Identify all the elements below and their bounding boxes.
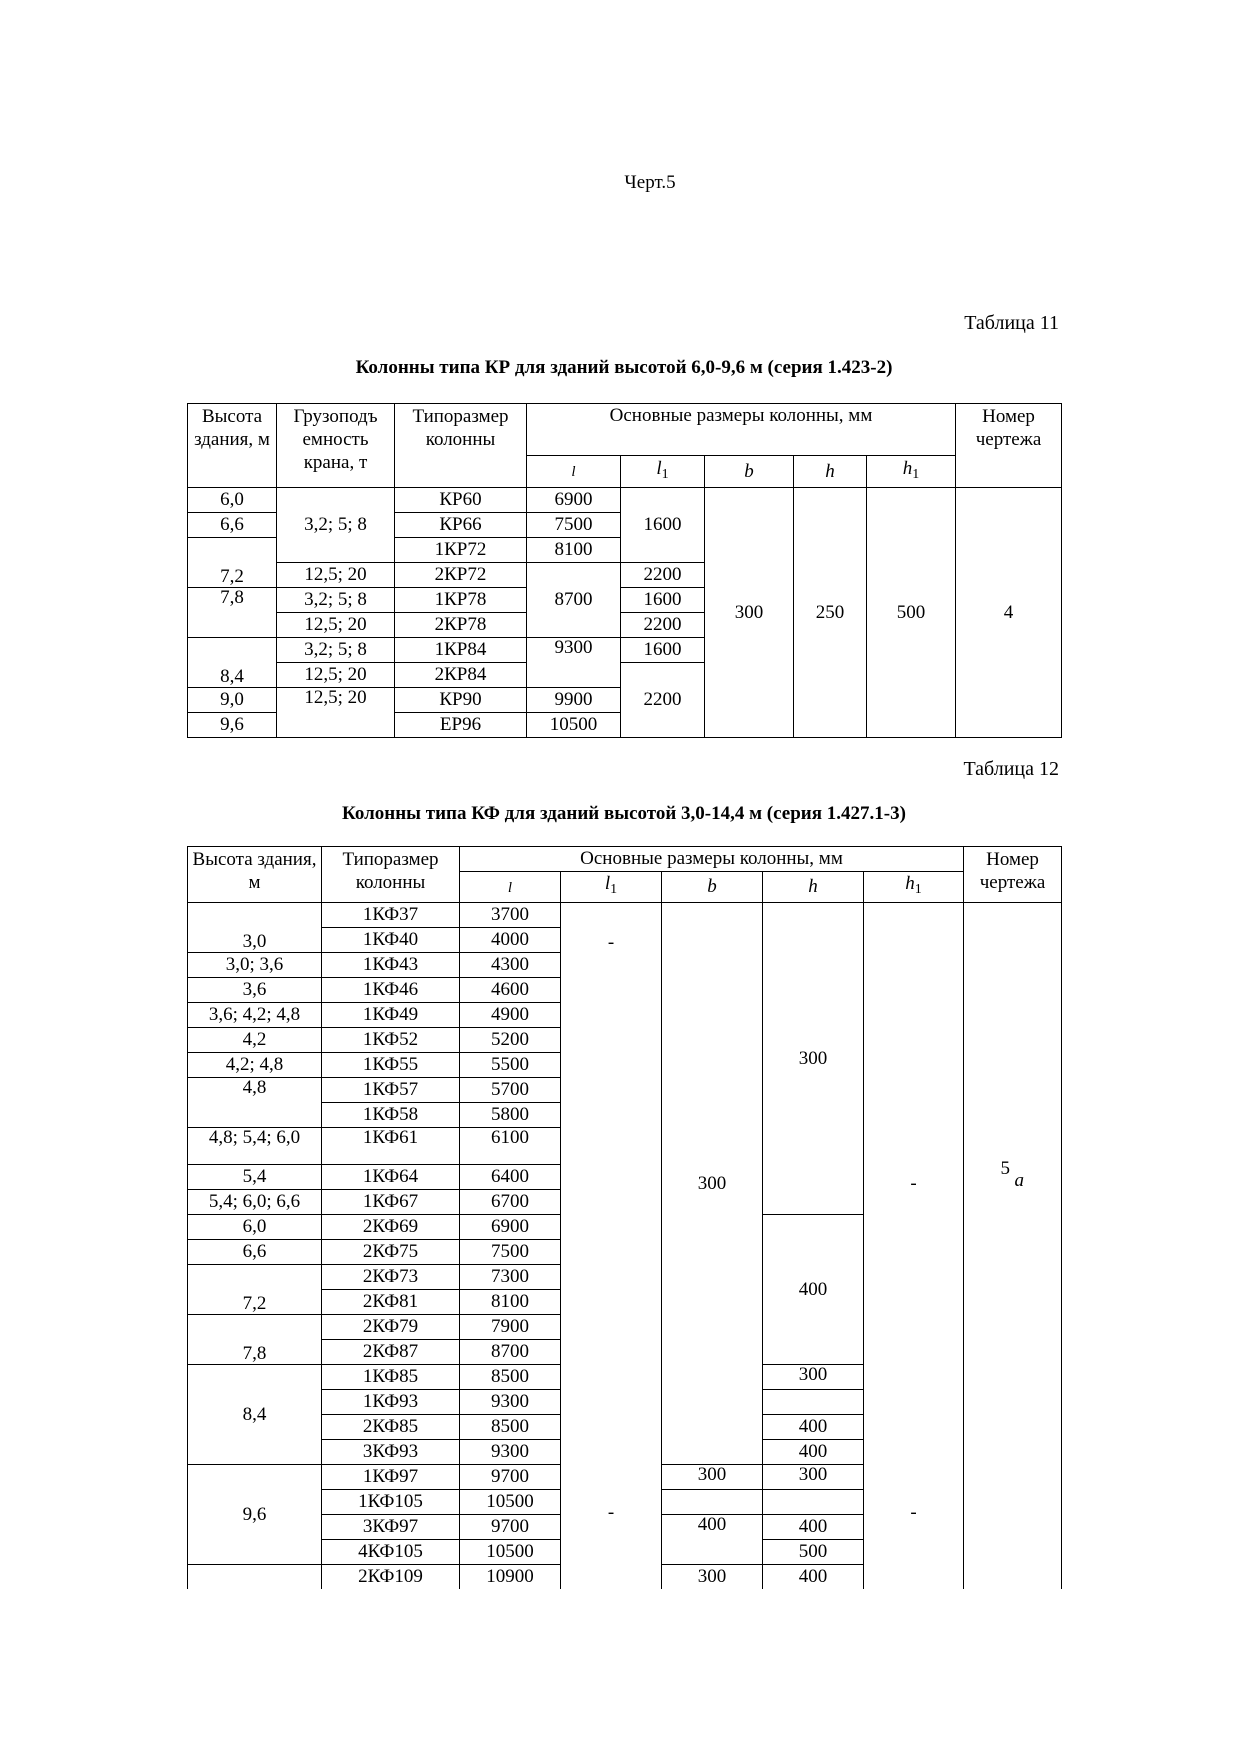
cell-l: 7900 (460, 1315, 561, 1340)
cell-h: 400 (763, 1215, 864, 1365)
cell-l: 7300 (460, 1265, 561, 1290)
cell-capacity: 3,2; 5; 8 (277, 488, 395, 563)
cell-height: 7,2 (188, 538, 277, 588)
cell-type: 3КФ93 (322, 1440, 460, 1465)
cell-l: 8500 (460, 1365, 561, 1390)
cell-l1-empty (561, 1365, 662, 1465)
cell-height: 5,4 (188, 1165, 322, 1190)
header-capacity: Грузоподъ емность крана, т (277, 404, 395, 488)
table-row (188, 903, 1062, 928)
header-l1: $l_1$ (561, 872, 662, 903)
cell-capacity: 12,5; 20 (277, 613, 395, 638)
cell-type: 2КФ73 (322, 1265, 460, 1290)
cell-b: 400 (763, 1440, 864, 1465)
header-b: b (705, 456, 794, 488)
cell-height: 7,8 (188, 588, 277, 638)
cell-type: 1КФ64 (322, 1165, 460, 1190)
header-type: Типоразмер колонны (322, 847, 460, 903)
header-height: Высота здания, м (188, 404, 277, 488)
cell-type: 2КФ69 (322, 1215, 460, 1240)
cell-type: 1КР72 (395, 538, 527, 563)
table-11-label: Таблица 11 (964, 312, 1059, 334)
table-row (188, 1465, 1062, 1490)
cell-l: 6900 (527, 488, 621, 513)
cell-l: 4000 (460, 928, 561, 953)
cell-height: 3,0 (188, 903, 322, 953)
cell-h: 250 (794, 488, 867, 738)
cell-height: 3,0; 3,6 (188, 953, 322, 978)
cell-height: 7,8 (188, 1315, 322, 1365)
cell-b: 300 (705, 488, 794, 738)
cell-b: 300 (662, 903, 763, 1465)
cell-type: 2КФ85 (322, 1415, 460, 1440)
header-l1: $l_1$ (621, 456, 705, 488)
cell-type: КР66 (395, 513, 527, 538)
cell-l: 4300 (460, 953, 561, 978)
header-l: l (527, 456, 621, 488)
cell-l: 3700 (460, 903, 561, 928)
cell-height: 6,0 (188, 1215, 322, 1240)
cell-type: 1КФ46 (322, 978, 460, 1003)
cell-height: 8,4 (188, 638, 277, 688)
cell-height: 4,2 (188, 1028, 322, 1053)
cell-l: 9300 (460, 1440, 561, 1465)
cell-height: 6,6 (188, 513, 277, 538)
cell-h: 400 (763, 1415, 864, 1440)
table-12 (187, 846, 1062, 1589)
table-row (188, 488, 1062, 513)
cell-l: 10500 (527, 713, 621, 738)
header-h1: $h_1$ (864, 872, 964, 903)
cell-h: 300 (763, 1365, 864, 1390)
cell-h: 400 (763, 1515, 864, 1540)
cell-l: 4600 (460, 978, 561, 1003)
cell-h: 500 (763, 1540, 864, 1565)
cell-l: 10500 (460, 1490, 561, 1515)
cell-l: 5700 (460, 1078, 561, 1103)
cell-l: 9300 (460, 1390, 561, 1415)
header-dimensions: Основные размеры колонны, мм (460, 847, 964, 872)
cell-type: 1КФ61 (322, 1128, 460, 1165)
cell-height: 5,4; 6,0; 6,6 (188, 1190, 322, 1215)
cell-h-empty (763, 1390, 864, 1415)
cell-l: 5200 (460, 1028, 561, 1053)
table-11 (187, 403, 1062, 738)
cell-l1: 1600 (621, 488, 705, 563)
cell-type: 3КФ97 (322, 1515, 460, 1540)
cell-type: 2КФ109 (322, 1565, 460, 1590)
cell-h: 300 (763, 903, 864, 1215)
cell-l1: 2200 (621, 563, 705, 588)
header-h: h (763, 872, 864, 903)
cell-height: 7,2 (188, 1265, 322, 1315)
cell-type: 1КФ97 (322, 1465, 460, 1490)
cell-type: 2КР78 (395, 613, 527, 638)
cell-type: 1КР84 (395, 638, 527, 663)
cell-l: 5800 (460, 1103, 561, 1128)
cell-type: 2КР72 (395, 563, 527, 588)
cell-l: 7500 (460, 1240, 561, 1265)
table-12-label: Таблица 12 (963, 758, 1059, 780)
cell-l: 8700 (527, 563, 621, 638)
cell-h-empty (763, 1490, 864, 1515)
cell-l: 6900 (460, 1215, 561, 1240)
table-11-title: Колонны типа КР для зданий высотой 6,0-9,6 м (серия 1.423-2) (355, 357, 893, 378)
cell-type: 1КФ93 (322, 1390, 460, 1415)
cell-l: 10500 (460, 1540, 561, 1565)
table-12-title: Колонны типа КФ для зданий высотой 3,0-14,4 м (серия 1.427.1-3) (342, 803, 906, 824)
cell-height: 4,8 (188, 1078, 322, 1128)
cell-type: 1КФ67 (322, 1190, 460, 1215)
cell-height: 4,8; 5,4; 6,0 (188, 1128, 322, 1165)
cell-height: 4,2; 4,8 (188, 1053, 322, 1078)
cell-type: 2КФ79 (322, 1315, 460, 1340)
cell-h: 400 (763, 1565, 864, 1590)
cell-l1: 1600 (621, 638, 705, 663)
header-drawing: Номер чертежа (956, 404, 1062, 488)
cell-type: 1КР78 (395, 588, 527, 613)
cell-height: 6,6 (188, 1240, 322, 1265)
cell-l1-empty (561, 953, 662, 1365)
cell-h: 300 (763, 1465, 864, 1490)
cell-type: 1КФ40 (322, 928, 460, 953)
cell-type: 2КФ87 (322, 1340, 460, 1365)
header-drawing: Номер чертежа (964, 847, 1062, 903)
cell-height: 3,6; 4,2; 4,8 (188, 1003, 322, 1028)
cell-l: 8100 (460, 1290, 561, 1315)
cell-l1: 1600 (621, 588, 705, 613)
cell-height: 6,0 (188, 488, 277, 513)
cell-l: 9700 (460, 1465, 561, 1490)
cell-type: 1КФ57 (322, 1078, 460, 1103)
cell-capacity: 12,5; 20 (277, 688, 395, 738)
cell-l: 5500 (460, 1053, 561, 1078)
cell-l: 4900 (460, 1003, 561, 1028)
header-h1: $h_1$ (867, 456, 956, 488)
header-b: b (662, 872, 763, 903)
cell-type: 1КФ37 (322, 903, 460, 928)
cell-capacity: 3,2; 5; 8 (277, 638, 395, 663)
cell-l: 6100 (460, 1128, 561, 1165)
cell-height: 3,6 (188, 978, 322, 1003)
cell-type: 1КФ49 (322, 1003, 460, 1028)
cell-capacity: 12,5; 20 (277, 663, 395, 688)
cell-type: 2КР84 (395, 663, 527, 688)
cell-l1: - (561, 903, 662, 953)
cell-type: 2КФ75 (322, 1240, 460, 1265)
cell-height: 9,0 (188, 688, 277, 713)
cell-l1: 2200 (621, 613, 705, 638)
cell-l: 9700 (460, 1515, 561, 1540)
cell-h1: - (864, 1465, 964, 1590)
header-h: h (794, 456, 867, 488)
drawing-label: Черт.5 (624, 172, 676, 193)
header-l: l (460, 872, 561, 903)
cell-l: 8100 (527, 538, 621, 563)
cell-l: 9900 (527, 688, 621, 713)
cell-b: 400 (662, 1515, 763, 1565)
header-height: Высота здания, м (188, 847, 322, 903)
cell-height: 8,4 (188, 1365, 322, 1465)
cell-l: 10900 (460, 1565, 561, 1590)
cell-l1: - (561, 1465, 662, 1590)
cell-h1: 500 (867, 488, 956, 738)
cell-type: 1КФ85 (322, 1365, 460, 1390)
cell-type: КР90 (395, 688, 527, 713)
cell-drawing: 4 (956, 488, 1062, 738)
cell-capacity: 3,2; 5; 8 (277, 588, 395, 613)
cell-height: 9,6 (188, 713, 277, 738)
cell-l: 7500 (527, 513, 621, 538)
cell-l: 6700 (460, 1190, 561, 1215)
header-dimensions: Основные размеры колонны, мм (527, 404, 956, 456)
cell-b-empty (662, 1490, 763, 1515)
cell-height-empty (188, 1565, 322, 1590)
cell-type: 1КФ43 (322, 953, 460, 978)
cell-l: 8700 (460, 1340, 561, 1365)
cell-type: 4КФ105 (322, 1540, 460, 1565)
cell-type: 2КФ81 (322, 1290, 460, 1315)
cell-l1: 2200 (621, 663, 705, 738)
header-type: Типоразмер колонны (395, 404, 527, 488)
cell-type: КР60 (395, 488, 527, 513)
cell-l: 6400 (460, 1165, 561, 1190)
cell-l: 8500 (460, 1415, 561, 1440)
cell-type: 1КФ105 (322, 1490, 460, 1515)
cell-type: 1КФ55 (322, 1053, 460, 1078)
cell-h1: - (864, 903, 964, 1465)
cell-height: 9,6 (188, 1465, 322, 1565)
cell-l: 9300 (527, 638, 621, 688)
cell-b: 300 (662, 1565, 763, 1590)
cell-type: 1КФ52 (322, 1028, 460, 1053)
cell-b: 300 (662, 1465, 763, 1490)
cell-type: ЕР96 (395, 713, 527, 738)
cell-capacity: 12,5; 20 (277, 563, 395, 588)
cell-type: 1КФ58 (322, 1103, 460, 1128)
cell-drawing: 5 а (964, 903, 1062, 1590)
